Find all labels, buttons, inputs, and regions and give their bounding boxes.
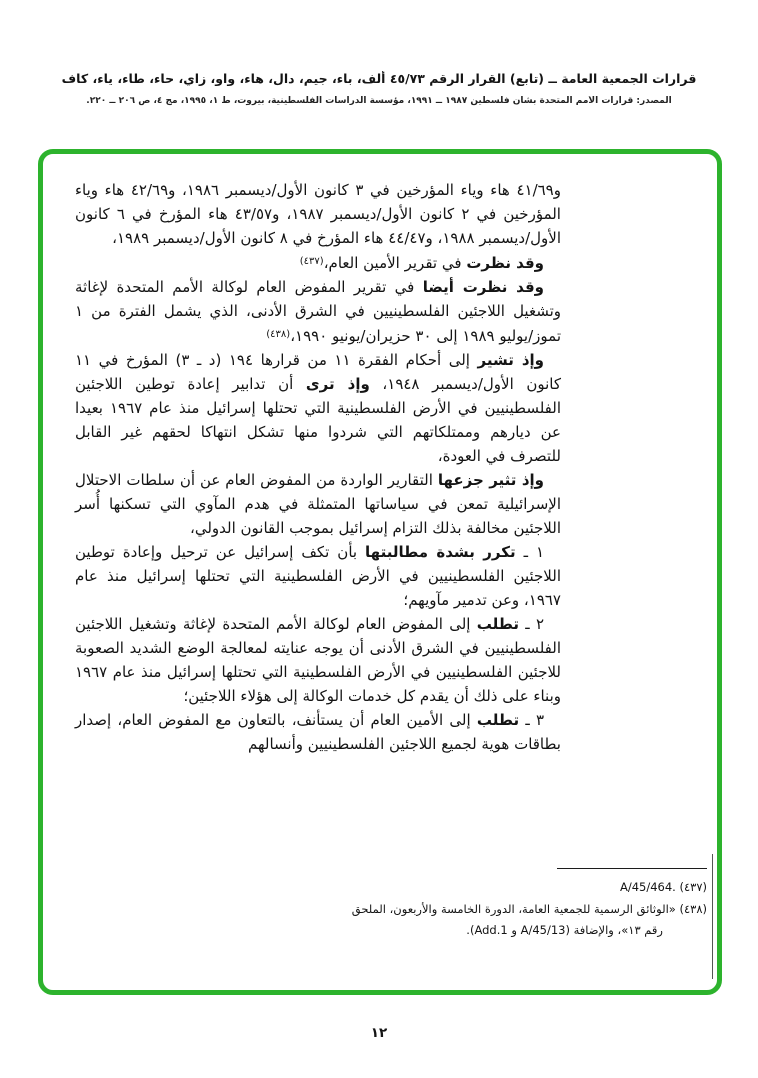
page-header-title: قرارات الجمعية العامة ــ (تابع) القرار الرقم ٤٥/٧٣ ألف، باء، جيم، دال، هاء، واو، زاي، حاء، طاء، ياء، كاف (61, 71, 697, 86)
text-run: إلى أحكام الفقرة ١١ من قرارها ١٩٤ (د ـ ٣) المؤرخ في ١١ كانون الأول/ديسمبر ١٩٤٨، (75, 351, 561, 393)
operative-paragraph-2 (75, 612, 561, 708)
paragraph-recalling (75, 348, 561, 468)
operative-paragraph-1 (75, 540, 561, 612)
footnote-ref-437: (٤٣٧) (299, 256, 324, 267)
highlight-border-box (38, 149, 722, 995)
scan-artifact-line (712, 854, 713, 979)
footnote-text: «الوثائق الرسمية للجمعية العامة، الدورة الخامسة والأربعون، الملحق رقم ١٣»، والإضافة (A/45/13 و Add.1). (351, 901, 676, 937)
footnote-separator-rule (557, 868, 707, 869)
page-header-source: المصدر: قرارات الأمم المتحدة بشأن فلسطين ١٩٨٧ ــ ١٩٩١، مؤسسة الدراسات الفلسطينية، بيروت، ط ١، ١٩٩٥، مج ٤، ص ٢٠٦ ــ ٢٢٠. (86, 96, 672, 106)
text-run: في تقرير الأمين العام، (323, 254, 467, 272)
item-number: ١ ـ (515, 543, 544, 561)
text-run: و٤١/٦٩ هاء وياء المؤرخين في ٣ كانون الأول/ديسمبر ١٩٨٦، و٤٢/٦٩ هاء وياء المؤرخين في ٢ كانون الأول/ديسمبر ١٩٨٧، و٤٣/٥٧ هاء المؤرخ في ٦ كانون الأول/ديسمبر ١٩٨٨، و٤٤/٤٧ هاء المؤرخ في ٨ كانون الأول/ديسمبر ١٩٨٩، (75, 181, 561, 247)
footnote-label: (٤٣٧) (675, 880, 707, 894)
paragraph-resolutions-list (75, 178, 561, 250)
text-run: في تقرير المفوض العام لوكالة الأمم المتحدة لإغاثة وتشغيل اللاجئين الفلسطينيين في الشرق الأدنى، الذي يشمل الفترة من ١ تموز/يوليو ١٩٨٩ إلى ٣٠ حزيران/يونيو ١٩٩٠، (75, 278, 561, 345)
text-run-emphasis: وإذ تثير جزعها (437, 471, 544, 489)
footnote-ref-438: (٤٣٨) (266, 329, 291, 340)
text-run: أن تدابير إعادة توطين اللاجئين الفلسطينيين في الأرض الفلسطينية التي تحتلها إسرائيل منذ عام ١٩٦٧ بعيدا عن ديارهم وممتلكاتهم التي شردوا منها تشكل انتهاكا لحقهم غير القابل للتصرف في العودة، (75, 375, 561, 465)
text-run-emphasis: وإذ ترى (305, 375, 370, 393)
text-run: بأن تكف إسرائيل عن ترحيل وإعادة توطين اللاجئين الفلسطينيين في الأرض الفلسطينية التي تحتلها إسرائيل منذ عام ١٩٦٧، وعن تدمير مآويهم؛ (75, 543, 561, 609)
text-run: إلى الأمين العام أن يستأنف، بالتعاون مع المفوض العام، إصدار بطاقات هوية لجميع اللاجئين الفلسطينيين وأنسالهم (75, 711, 561, 753)
operative-paragraph-3 (75, 708, 561, 756)
resolution-body-text (75, 178, 561, 756)
item-number: ٢ ـ (518, 615, 544, 633)
text-run-emphasis: وقد نظرت أيضا (422, 278, 544, 296)
text-run-emphasis: وقد نظرت (466, 254, 544, 272)
page-number: ١٢ (370, 1025, 388, 1041)
text-run-emphasis: تطلب (476, 711, 520, 729)
paragraph-having-also-considered (75, 275, 561, 348)
text-run-emphasis: وإذ تشير (477, 351, 544, 369)
text-run-emphasis: تكرر بشدة مطالبتها (365, 543, 516, 561)
text-run: إلى المفوض العام لوكالة الأمم المتحدة لإغاثة وتشغيل اللاجئين الفلسطينيين في الشرق الأدنى أن يوجه عنايته لمعالجة الوضع الشديد الصعوبة للاجئين الفلسطينيين في الأرض الفلسطينية التي تحتلها إسرائيل منذ عام ١٩٦٧ وبناء على ذلك أن يقدم كل خدمات الوكالة إلى هؤلاء اللاجئين؛ (75, 615, 561, 705)
footnote-doc-symbol: A/45/464. (619, 880, 676, 894)
text-run-emphasis: تطلب (476, 615, 519, 633)
text-run: التقارير الواردة من المفوض العام عن أن سلطات الاحتلال الإسرائيلية تمعن في سياساتها المتمثلة في هدم المآوي التي تسكنها أُسر اللاجئين مخالفة بذلك التزام إسرائيل بموجب القانون الدولي، (75, 471, 561, 537)
paragraph-alarmed (75, 468, 561, 540)
paragraph-having-considered (75, 250, 561, 275)
item-number: ٣ ـ (519, 711, 544, 729)
footnote-section (339, 868, 707, 942)
footnote-438 (339, 899, 707, 942)
footnote-label: (٤٣٨) (675, 901, 707, 916)
footnote-437 (339, 877, 707, 899)
